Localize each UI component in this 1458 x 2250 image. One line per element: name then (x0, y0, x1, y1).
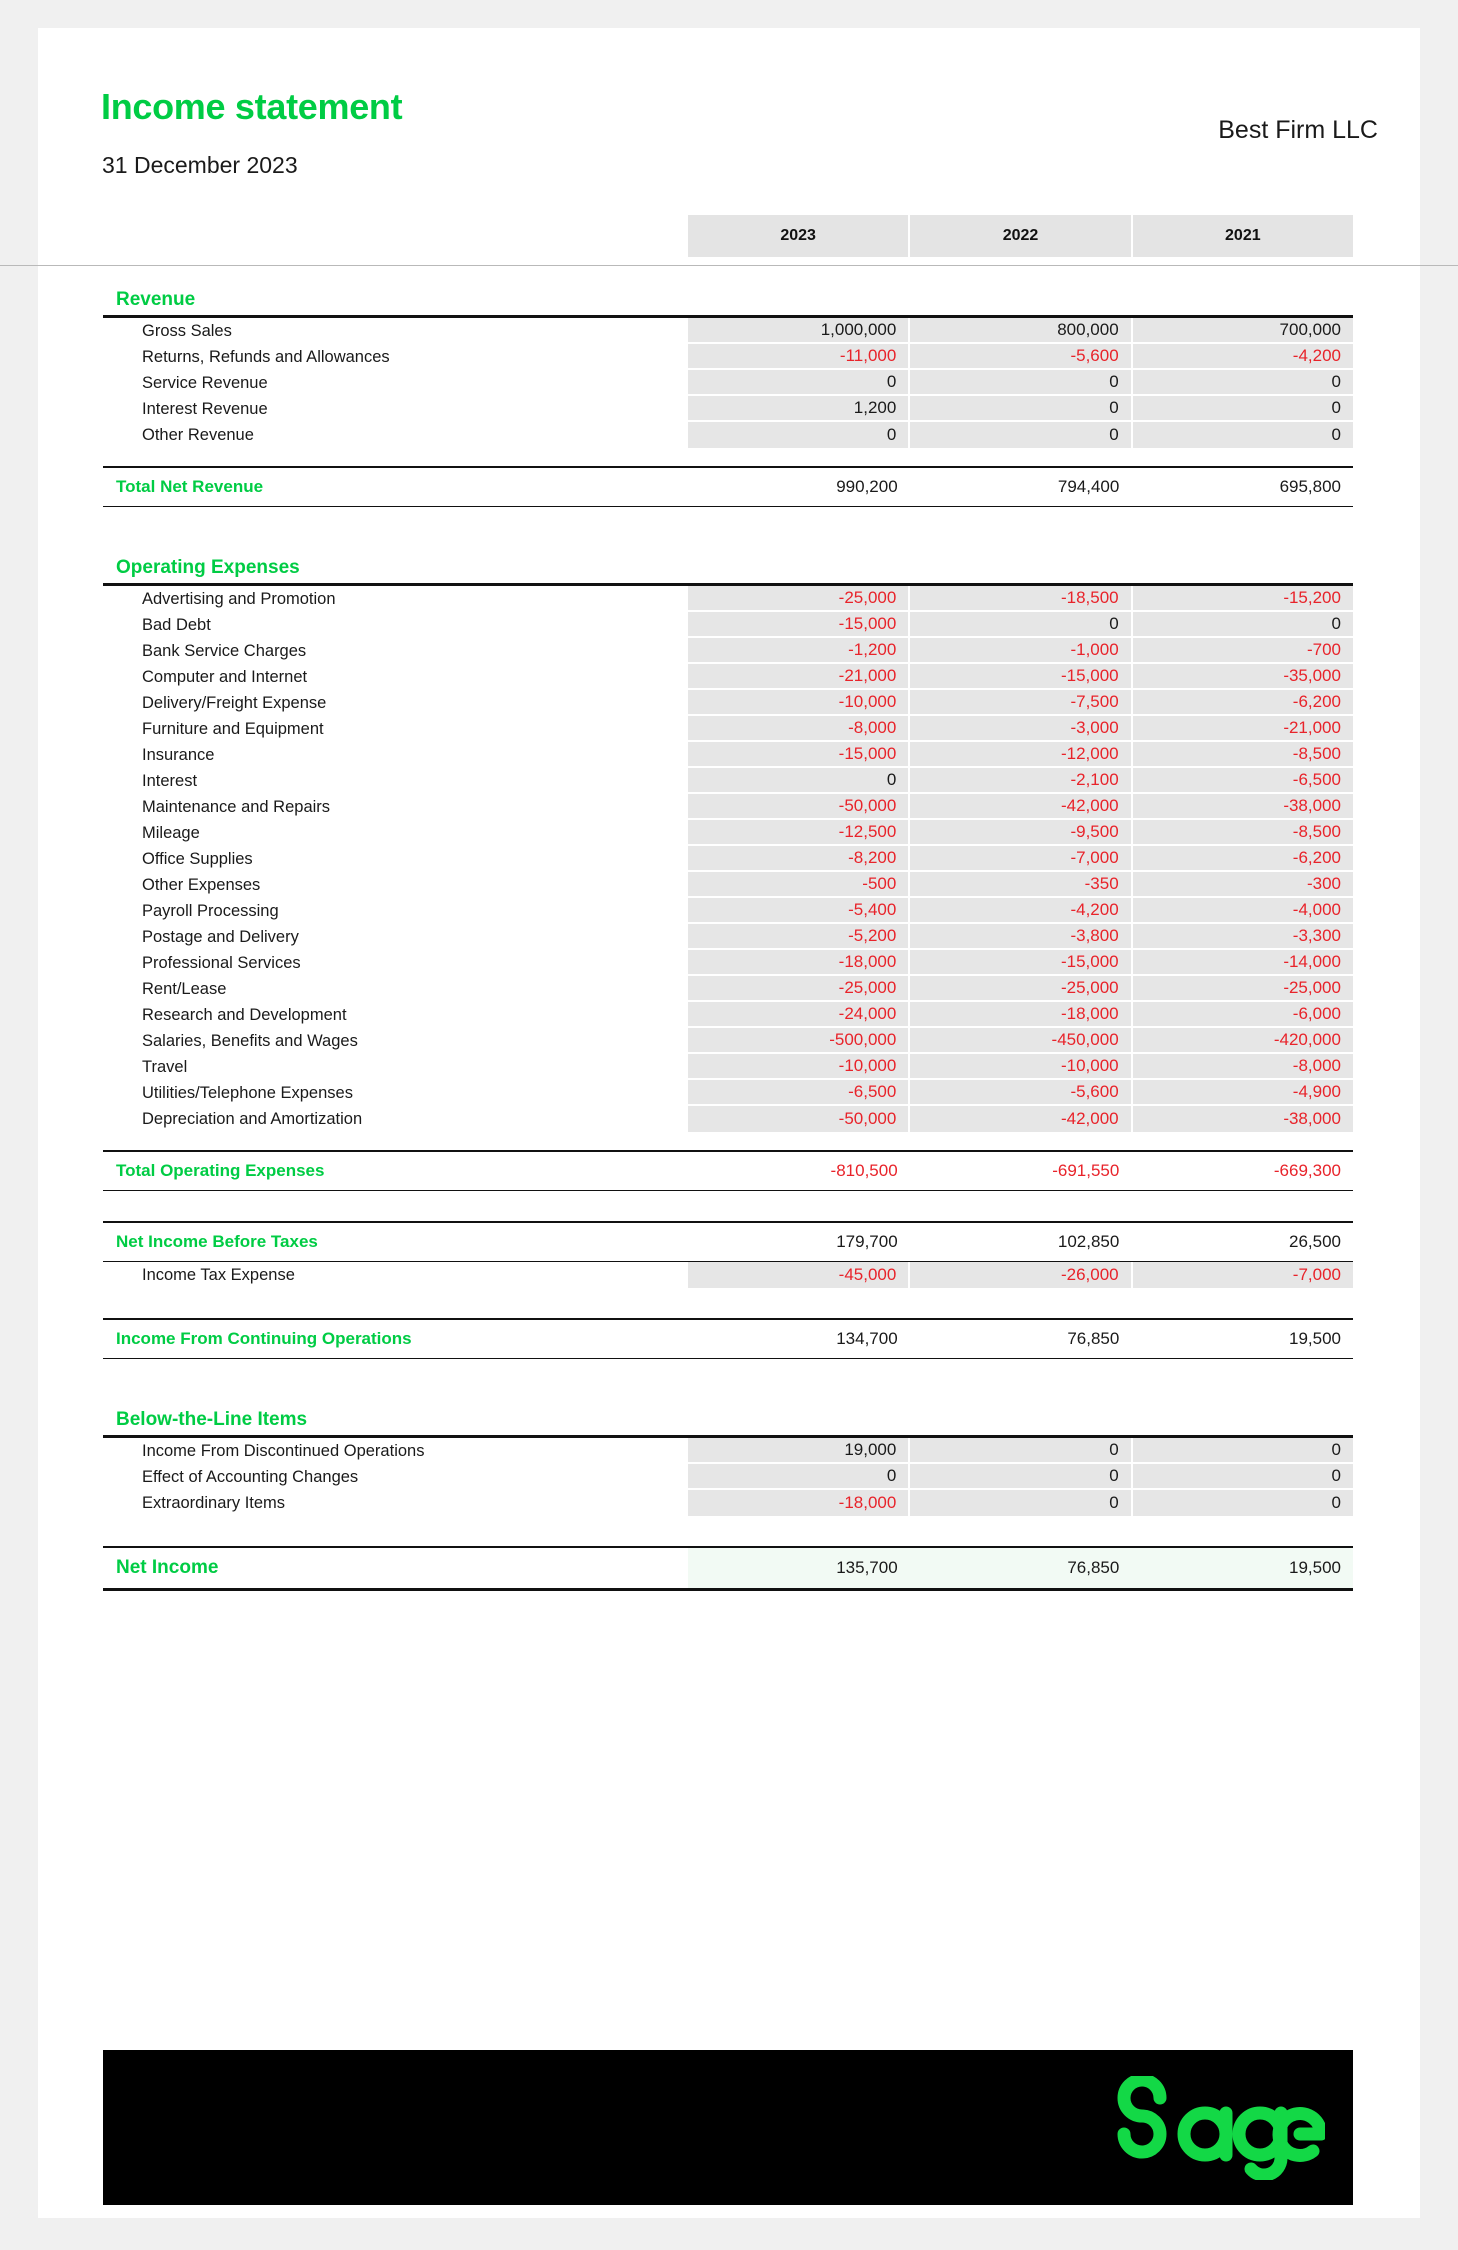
page-divider-rule (0, 265, 1458, 266)
line-item-row (103, 742, 1353, 768)
cell-value: -35,000 (1133, 664, 1353, 690)
cell-value: -15,000 (910, 950, 1132, 976)
line-item-row (103, 1028, 1353, 1054)
line-item-row (103, 820, 1353, 846)
line-item-row (103, 690, 1353, 716)
cell-value: -26,000 (910, 1262, 1132, 1288)
line-item-label: Maintenance and Repairs (142, 797, 331, 816)
cell-value: -4,200 (1133, 344, 1353, 370)
line-item-label: Travel (142, 1057, 188, 1076)
total-row (103, 468, 1353, 506)
statement-card (38, 28, 1420, 2218)
line-item-label: Insurance (142, 745, 215, 764)
line-item-row (103, 318, 1353, 344)
line-item-label: Furniture and Equipment (142, 719, 324, 738)
cell-value: -25,000 (1133, 976, 1353, 1002)
cell-value: -45,000 (688, 1262, 910, 1288)
line-item-row (103, 1438, 1353, 1464)
cell-value: -15,000 (688, 742, 910, 768)
cell-value: 0 (910, 370, 1132, 396)
cell-value: -12,500 (688, 820, 910, 846)
line-item-label: Mileage (142, 823, 200, 842)
cell-value: -12,000 (910, 742, 1132, 768)
cell-value: -42,000 (910, 1106, 1132, 1132)
cell-value: 0 (910, 612, 1132, 638)
line-item-row (103, 768, 1353, 794)
line-item-label: Bank Service Charges (142, 641, 307, 660)
cell-value: -1,000 (910, 638, 1132, 664)
line-item-row (103, 344, 1353, 370)
section-heading-label: Revenue (116, 289, 196, 310)
cell-value: 19,000 (688, 1438, 910, 1464)
cell-value: -18,000 (688, 1490, 910, 1516)
cell-value: 0 (910, 1490, 1132, 1516)
section-heading-label: Operating Expenses (116, 557, 300, 578)
cell-value: 700,000 (1133, 318, 1353, 344)
cell-value: 0 (688, 1464, 910, 1490)
statement-date: 31 December 2023 (102, 152, 298, 178)
cell-value: 19,500 (1289, 1328, 1342, 1348)
section-heading-2 (103, 543, 1353, 583)
cell-value: -8,200 (688, 846, 910, 872)
cell-value: -5,400 (688, 898, 910, 924)
income-continuing-operations-row (103, 1320, 1353, 1358)
cell-value: -4,200 (910, 898, 1132, 924)
cell-value: -420,000 (1133, 1028, 1353, 1054)
cell-value: -18,000 (688, 950, 910, 976)
cell-value: -300 (1133, 872, 1353, 898)
cell-value: 0 (1133, 396, 1353, 422)
line-item-row (103, 370, 1353, 396)
cell-value: 1,200 (688, 396, 910, 422)
cell-value: -3,300 (1133, 924, 1353, 950)
cell-value: -18,000 (910, 1002, 1132, 1028)
cell-value: -25,000 (688, 976, 910, 1002)
cell-value: 990,200 (836, 476, 898, 496)
income-tax-expense-label: Income Tax Expense (142, 1265, 295, 1284)
cell-value: -7,000 (1133, 1262, 1353, 1288)
line-item-label: Depreciation and Amortization (142, 1109, 363, 1128)
line-item-row (103, 872, 1353, 898)
cell-value: -6,500 (688, 1080, 910, 1106)
pre-btl-gap (103, 1359, 1353, 1395)
line-item-row (103, 664, 1353, 690)
cell-value: -4,900 (1133, 1080, 1353, 1106)
line-item-row (103, 794, 1353, 820)
line-item-label: Salaries, Benefits and Wages (142, 1031, 358, 1050)
cell-value: -11,000 (688, 344, 910, 370)
cell-value: -8,500 (1133, 742, 1353, 768)
cell-value: -50,000 (688, 1106, 910, 1132)
cell-value: -10,000 (910, 1054, 1132, 1080)
pre-total-gap (103, 448, 1353, 466)
line-item-row (103, 976, 1353, 1002)
page-title: Income statement (101, 86, 403, 127)
cell-value: -700 (1133, 638, 1353, 664)
total-row (103, 1152, 1353, 1190)
post-total-gap (103, 507, 1353, 543)
cell-value: 0 (1133, 1464, 1353, 1490)
cell-value: -691,550 (1052, 1160, 1120, 1180)
cell-value: 0 (1133, 370, 1353, 396)
column-header-row (103, 215, 1353, 257)
cell-value: 794,400 (1057, 476, 1120, 496)
line-item-row (103, 1054, 1353, 1080)
net-income-label: Net Income (116, 1556, 219, 1578)
line-item-row (103, 1106, 1353, 1132)
cell-value: -18,500 (910, 586, 1132, 612)
cell-value: -5,200 (688, 924, 910, 950)
cell-value: -500,000 (688, 1028, 910, 1054)
cell-value: 0 (910, 396, 1132, 422)
cell-value: 0 (688, 422, 910, 448)
total-label: Total Net Revenue (116, 476, 264, 496)
post-total-gap (103, 1191, 1353, 1221)
cell-value: 26,500 (1289, 1231, 1342, 1251)
cell-value: -1,200 (688, 638, 910, 664)
cell-value: 0 (910, 1438, 1132, 1464)
document-header (38, 28, 1420, 178)
line-item-label: Other Expenses (142, 875, 261, 894)
section-heading-below-the-line (103, 1395, 1353, 1435)
line-item-label: Professional Services (142, 953, 301, 972)
line-item-row (103, 396, 1353, 422)
cell-value: -500 (688, 872, 910, 898)
cell-value: -7,000 (910, 846, 1132, 872)
line-item-label: Computer and Internet (142, 667, 308, 686)
cell-value: -38,000 (1133, 794, 1353, 820)
cell-value: -6,200 (1133, 846, 1353, 872)
cell-value: -10,000 (688, 1054, 910, 1080)
cell-value: 0 (1133, 1438, 1353, 1464)
footer-bar (103, 2050, 1353, 2205)
line-item-label: Research and Development (142, 1005, 347, 1024)
section-heading-1 (103, 275, 1353, 315)
cell-value: -25,000 (688, 586, 910, 612)
line-item-label: Returns, Refunds and Allowances (142, 347, 390, 366)
line-item-label: Effect of Accounting Changes (142, 1467, 359, 1486)
cell-value: -8,000 (1133, 1054, 1353, 1080)
line-item-label: Advertising and Promotion (142, 589, 336, 608)
line-item-row (103, 924, 1353, 950)
line-item-label: Other Revenue (142, 425, 254, 444)
line-item-row (103, 846, 1353, 872)
net-income-before-taxes-row (103, 1223, 1353, 1261)
cell-value: 0 (688, 370, 910, 396)
cell-value: -7,500 (910, 690, 1132, 716)
line-item-label: Delivery/Freight Expense (142, 693, 327, 712)
cell-value: 800,000 (910, 318, 1132, 344)
section-heading-label: Below-the-Line Items (116, 1409, 308, 1430)
cell-value: -21,000 (688, 664, 910, 690)
cell-value: 0 (1133, 612, 1353, 638)
cell-value: 76,850 (1067, 1328, 1120, 1348)
cell-value: -8,500 (1133, 820, 1353, 846)
cell-value: 76,850 (910, 1548, 1132, 1588)
cell-value: -6,200 (1133, 690, 1353, 716)
line-item-row (103, 586, 1353, 612)
cell-value: 0 (910, 1464, 1132, 1490)
cell-value: -42,000 (910, 794, 1132, 820)
pre-total-gap (103, 1132, 1353, 1150)
net-income-bottom-rule (103, 1588, 1353, 1591)
line-item-row (103, 612, 1353, 638)
cell-value: -25,000 (910, 976, 1132, 1002)
line-item-label: Interest Revenue (142, 399, 268, 418)
cell-value: -450,000 (910, 1028, 1132, 1054)
line-item-label: Payroll Processing (142, 901, 279, 920)
cell-value: 0 (1133, 1490, 1353, 1516)
line-item-label: Interest (142, 771, 198, 790)
cell-value: 134,700 (836, 1328, 898, 1348)
cell-value: -2,100 (910, 768, 1132, 794)
line-item-label: Service Revenue (142, 373, 268, 392)
cell-value: -810,500 (830, 1160, 898, 1180)
line-item-label: Bad Debt (142, 615, 211, 634)
line-item-row (103, 950, 1353, 976)
pre-ifco-gap (103, 1288, 1353, 1318)
cell-value: 19,500 (1131, 1548, 1353, 1588)
cell-value: 135,700 (688, 1548, 910, 1588)
line-item-row (103, 1490, 1353, 1516)
column-header-2022: 2022 (910, 215, 1132, 257)
cell-value: -8,000 (688, 716, 910, 742)
column-header-spacer (103, 215, 688, 257)
cell-value: 0 (1133, 422, 1353, 448)
line-item-label: Gross Sales (142, 321, 232, 340)
cell-value: 1,000,000 (688, 318, 910, 344)
cell-value: 102,850 (1057, 1231, 1120, 1251)
cell-value: -10,000 (688, 690, 910, 716)
line-item-row (103, 1464, 1353, 1490)
cell-value: -15,200 (1133, 586, 1353, 612)
cell-value: -38,000 (1133, 1106, 1353, 1132)
line-item-row (103, 716, 1353, 742)
net-income-before-taxes-label: Net Income Before Taxes (116, 1231, 318, 1251)
line-item-label: Rent/Lease (142, 979, 227, 998)
line-item-row (103, 898, 1353, 924)
line-item-label: Income From Discontinued Operations (142, 1441, 425, 1460)
cell-value: -15,000 (910, 664, 1132, 690)
cell-value: -14,000 (1133, 950, 1353, 976)
income-statement-table (103, 215, 1353, 1591)
cell-value: -15,000 (688, 612, 910, 638)
net-income-row (103, 1548, 1353, 1588)
cell-value: -6,500 (1133, 768, 1353, 794)
cell-value: -350 (910, 872, 1132, 898)
header-gap (103, 257, 1353, 275)
cell-value: -669,300 (1273, 1160, 1342, 1180)
line-item-row (103, 422, 1353, 448)
cell-value: 695,800 (1279, 476, 1342, 496)
income-continuing-operations-label: Income From Continuing Operations (116, 1328, 412, 1348)
cell-value: 0 (910, 422, 1132, 448)
cell-value: -5,600 (910, 344, 1132, 370)
company-name: Best Firm LLC (1218, 116, 1378, 144)
pre-net-income-gap (103, 1516, 1353, 1546)
line-item-row (103, 1080, 1353, 1106)
line-item-row (103, 638, 1353, 664)
line-item-label: Office Supplies (142, 849, 253, 868)
cell-value: -9,500 (910, 820, 1132, 846)
line-item-label: Utilities/Telephone Expenses (142, 1083, 353, 1102)
line-item-row (103, 1002, 1353, 1028)
cell-value: -21,000 (1133, 716, 1353, 742)
cell-value: -50,000 (688, 794, 910, 820)
cell-value: -3,000 (910, 716, 1132, 742)
cell-value: -24,000 (688, 1002, 910, 1028)
cell-value: -3,800 (910, 924, 1132, 950)
cell-value: -4,000 (1133, 898, 1353, 924)
cell-value: 0 (688, 768, 910, 794)
column-header-2021: 2021 (1133, 215, 1353, 257)
income-tax-expense-row (103, 1262, 1353, 1288)
line-item-label: Extraordinary Items (142, 1493, 286, 1512)
sage-logo (1105, 2076, 1325, 2180)
column-header-2023: 2023 (688, 215, 910, 257)
total-label: Total Operating Expenses (116, 1160, 325, 1180)
cell-value: 179,700 (836, 1231, 898, 1251)
cell-value: -6,000 (1133, 1002, 1353, 1028)
line-item-label: Postage and Delivery (142, 927, 299, 946)
cell-value: -5,600 (910, 1080, 1132, 1106)
